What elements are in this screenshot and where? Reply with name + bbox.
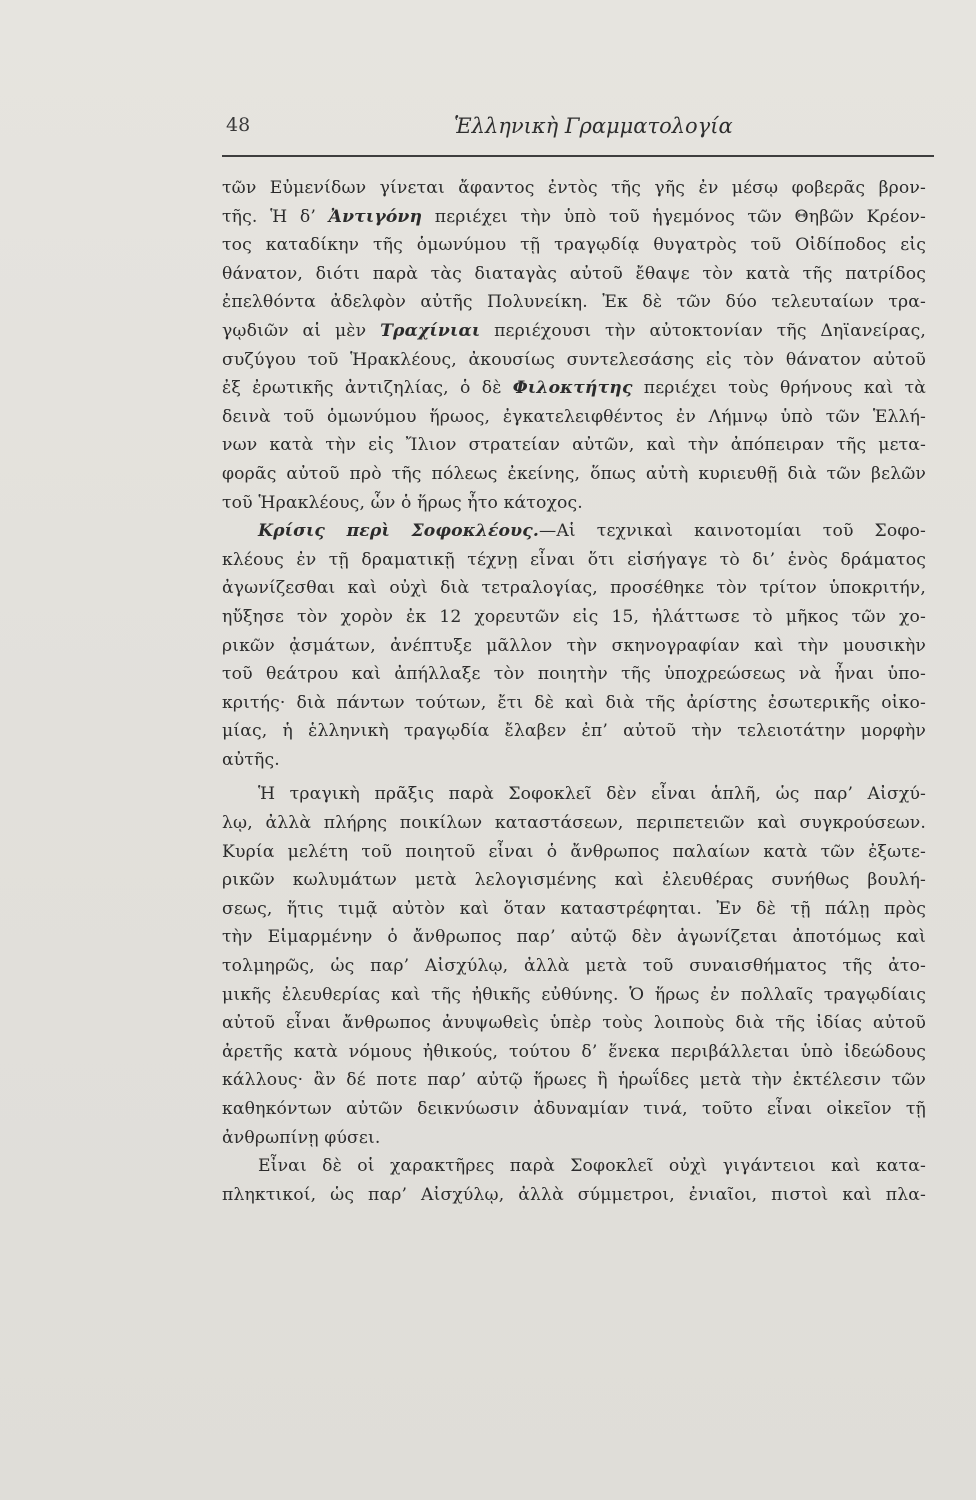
- text-line: φορᾶς αὐτοῦ πρὸ τῆς πόλεως ἐκείνης, ὅπως αὐτὴ κυριευθῇ διὰ τῶν βελῶν: [222, 463, 926, 484]
- text-line: μικῆς ἐλευθερίας καὶ τῆς ἠθικῆς εὐθύνης. Ὁ ἥρως ἐν πολλαῖς τραγῳδίαις: [222, 984, 926, 1005]
- body-text: [222, 174, 926, 1209]
- text-line: αὐτοῦ εἶναι ἄνθρωπος ἀνυψωθεὶς ὑπὲρ τοὺς λοιποὺς διὰ τῆς ἰδίας αὐτοῦ: [222, 1013, 926, 1034]
- work-title: Φιλοκτήτης: [512, 378, 633, 399]
- paragraph: [222, 1152, 926, 1209]
- text-line: ρικῶν ᾀσμάτων, ἀνέπτυξε μᾶλλον τὴν σκηνογραφίαν καὶ τὴν μουσικὴν: [222, 635, 926, 656]
- text-line: τῆς. Ἡ δ’ Ἀντιγόνη περιέχει τὴν ὑπὸ τοῦ ἡγεμόνος τῶν Θηβῶν Κρέον-: [222, 206, 926, 227]
- text-line: κάλλους· ἂν δέ ποτε παρ’ αὐτῷ ἥρωες ἢ ἡρωΐδες μετὰ τὴν ἐκτέλεσιν τῶν: [222, 1070, 926, 1091]
- text-line: τος καταδίκην τῆς ὁμωνύμου τῇ τραγῳδίᾳ θυγατρὸς τοῦ Οἰδίποδος εἰς: [222, 235, 926, 256]
- text-line: τολμηρῶς, ὡς παρ’ Αἰσχύλῳ, ἀλλὰ μετὰ τοῦ συναισθήματος τῆς ἀτο-: [222, 956, 926, 977]
- text-line: ἐπελθόντα ἀδελφὸν αὐτῆς Πολυνείκη. Ἐκ δὲ τῶν δύο τελευταίων τρα-: [222, 292, 926, 313]
- text-line: ἐξ ἐρωτικῆς ἀντιζηλίας, ὁ δὲ Φιλοκτήτης περιέχει τοὺς θρήνους καὶ τὰ: [222, 378, 926, 399]
- text-line: λῳ, ἀλλὰ πλήρης ποικίλων καταστάσεων, περιπετειῶν καὶ συγκρούσεων.: [222, 813, 926, 834]
- text-line: καθηκόντων αὐτῶν δεικνύωσιν ἀδυναμίαν τινά, τοῦτο εἶναι οἰκεῖον τῇ: [222, 1099, 926, 1119]
- text-line: πληκτικοί, ὡς παρ’ Αἰσχύλῳ, ἀλλὰ σύμμετροι, ἐνιαῖοι, πιστοὶ καὶ πλα-: [222, 1184, 926, 1205]
- work-title: Τραχίνιαι: [380, 320, 481, 341]
- text-line: τοῦ Ἡρακλέους, ὧν ὁ ἥρως ἦτο κάτοχος.: [222, 492, 583, 513]
- text-line: τὴν Εἱμαρμένην ὁ ἄνθρωπος παρ’ αὐτῷ δὲν ἀγωνίζεται ἀποτόμως καὶ: [222, 927, 926, 948]
- text-line: ρικῶν κωλυμάτων μετὰ λελογισμένης καὶ ἐλευθέρας συνήθως βουλή-: [222, 870, 926, 891]
- text-line: σεως, ἥτις τιμᾷ αὐτὸν καὶ ὅταν καταστρέφηται. Ἐν δὲ τῇ πάλῃ πρὸς: [222, 898, 926, 919]
- paragraph: [222, 780, 926, 1152]
- text-line: Εἶναι δὲ οἱ χαρακτῆρες παρὰ Σοφοκλεῖ οὐχὶ γιγάντειοι καὶ κατα-: [258, 1156, 926, 1177]
- text-line: ἀνθρωπίνῃ φύσει.: [222, 1127, 381, 1148]
- text-line: Κυρία μελέτη τοῦ ποιητοῦ εἶναι ὁ ἄνθρωπος παλαίων κατὰ τῶν ἐξωτε-: [222, 841, 926, 862]
- text-line: ἀγωνίζεσθαι καὶ οὐχὶ διὰ τετραλογίας, προσέθηκε τὸν τρίτον ὑποκριτήν,: [222, 578, 926, 599]
- text-line: θάνατον, διότι παρὰ τὰς διαταγὰς αὐτοῦ ἔθαψε τὸν κατὰ τῆς πατρίδος: [222, 263, 926, 284]
- text-line: γῳδιῶν αἱ μὲν Τραχίνιαι περιέχουσι τὴν αὐτοκτονίαν τῆς Δηϊανείρας,: [222, 320, 926, 341]
- text-line: αὐτῆς.: [222, 749, 280, 770]
- text-line: δεινὰ τοῦ ὁμωνύμου ἥρωος, ἐγκατελειφθέντος ἐν Λήμνῳ ὑπὸ τῶν Ἑλλή-: [222, 406, 926, 427]
- text-line: ηὔξησε τὸν χορὸν ἐκ 12 χορευτῶν εἰς 15, ἠλάττωσε τὸ μῆκος τῶν χο-: [222, 606, 926, 627]
- text-line: Ἡ τραγικὴ πρᾶξις παρὰ Σοφοκλεῖ δὲν εἶναι ἁπλῆ, ὡς παρ’ Αἰσχύ-: [258, 784, 926, 805]
- paragraph: [222, 517, 926, 774]
- text-line: νων κατὰ τὴν εἰς Ἴλιον στρατείαν αὐτῶν, καὶ τὴν ἀπόπειραν τῆς μετα-: [222, 435, 926, 456]
- work-title: Ἀντιγόνη: [328, 206, 423, 227]
- text-line: ἀρετῆς κατὰ νόμους ἠθικούς, τούτου δ’ ἕνεκα περιβάλλεται ὑπὸ ἰδεώδους: [222, 1041, 926, 1062]
- paragraph: [222, 174, 926, 517]
- running-title: Ἑλληνικὴ Γραμματολογία: [454, 114, 733, 138]
- text-line: συζύγου τοῦ Ἡρακλέους, ἀκουσίως συντελεσάσης εἰς τὸν θάνατον αὐτοῦ: [222, 349, 926, 370]
- text-line: τοῦ θεάτρου καὶ ἀπήλλαξε τὸν ποιητὴν τῆς ὑποχρεώσεως νὰ ἦναι ὑπο-: [222, 664, 926, 685]
- header-rule: [222, 155, 934, 157]
- text-line: τῶν Εὐμενίδων γίνεται ἄφαντος ἐντὸς τῆς γῆς ἐν μέσῳ φοβερᾶς βρον-: [222, 178, 926, 198]
- text-line: Κρίσις περὶ Σοφοκλέους.—Αἱ τεχνικαὶ καινοτομίαι τοῦ Σοφο-: [258, 521, 926, 542]
- page-header: [222, 112, 934, 148]
- section-heading: Κρίσις περὶ Σοφοκλέους.: [258, 521, 539, 542]
- text-line: κλέους ἐν τῇ δραματικῇ τέχνῃ εἶναι ὅτι εἰσήγαγε τὸ δι’ ἑνὸς δράματος: [222, 549, 926, 570]
- page-number: 48: [226, 114, 251, 136]
- text-line: μίας, ἡ ἑλληνικὴ τραγῳδία ἔλαβεν ἐπ’ αὐτοῦ τὴν τελειοτάτην μορφὴν: [222, 721, 926, 742]
- text-line: κριτής· διὰ πάντων τούτων, ἔτι δὲ καὶ διὰ τῆς ἀρίστης ἐσωτερικῆς οἰκο-: [222, 692, 926, 713]
